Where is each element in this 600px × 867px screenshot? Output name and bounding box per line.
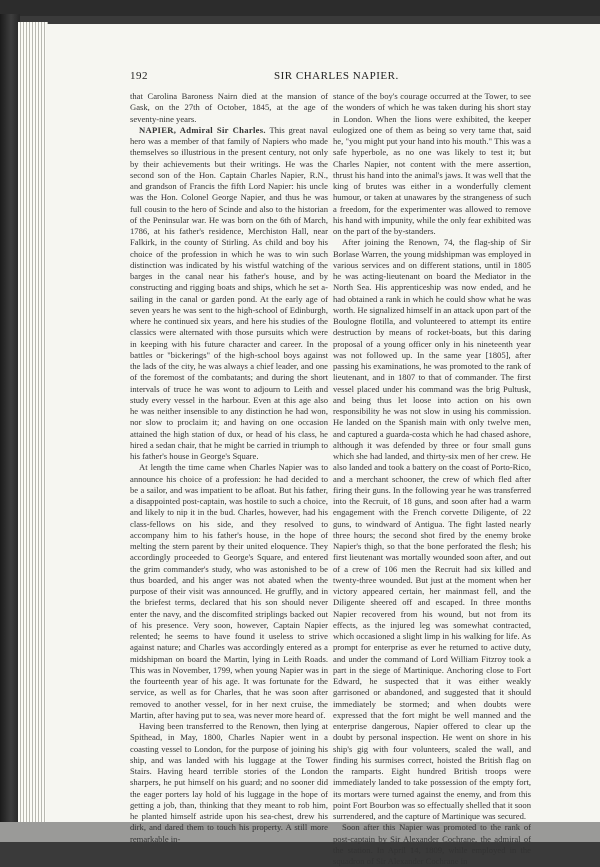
paragraph: Having been transferred to the Renown, then lying at Spithead, in May, 1800, Charles Napier went in a coasting vessel to London, for the purpose of joining his ship, and was landed with his luggage at the Tower Stairs. Having heard terrible stories of the London sharpers, he put himself on his guard; and no sooner did the eager porters lay hold of his luggage in the hope of getting a job, than, thinking that they meant to rob him, he planted himself astride upon his sea-chest, drew his dirk, and dared them to touch his property. A still more remarkable in-	[130, 721, 328, 844]
page-edges	[18, 22, 48, 822]
entry-name: NAPIER, Admiral Sir Charles.	[139, 124, 266, 135]
paragraph: Soon after this Napier was promoted to the rank of post-captain by Sir Alexander Cochrane, the admiral of the station. In April 14, 1809, while employed in the squadron of Sir Alexander Cochrane in	[333, 822, 531, 866]
paragraph: At length the time came when Charles Napier was to announce his choice of a profession: he had decided to be a sailor, and was impatient to be afloat. But his father, a disappointed post-captain, was hostile to such a choice, and likely to nip it in the bud. Charles, however, had his class-fellows on his side, and they resolved to accompany him to his father's house, in the hope of melting the stern parent by their united eloquence. They accordingly proceeded to George's Square, and entered the grim commander's study, who was astonished to be thus boarded, and his anger was not abated when the purpose of their visit was announced. He gruffly, and in the briefest terms, declared that his son should never enter the navy, and the discomfited striplings backed out of his presence. Very soon, however, Captain Napier relented; he seems to have found it useless to strive against nature; and Charles was accordingly entered as a midshipman on board the Martin, lying in Leith Roads. This was in November, 1799, when young Napier was in the fourteenth year of his age. It was fortunate for the service, as well as for Charles, that he was soon after removed to another vessel, for in her next cruise, the Martin, after having put to sea, was never more heard of.	[130, 462, 328, 720]
paragraph: that Carolina Baroness Nairn died at the mansion of Gask, on the 27th of October, 1845, at the age of seventy-nine years.	[130, 91, 328, 124]
paragraph: After joining the Renown, 74, the flag-ship of Sir Borlase Warren, the young midshipman was employed in various services and on different stations, until in 1805 he was acting-lieutenant on board the Mediator in the North Sea. His apprenticeship was now ended, and he had obtained a rank in which he could show what he was worth. He signalized himself in an attack upon part of the Boulogne flotilla, and volunteered to attempt its entire destruction by means of rocket-boats, but this daring proposal of a young officer only in his nineteenth year was not followed up. In the same year [1805], after passing his examinations, he was promoted to the rank of lieutenant, and in 1807 to that of commander. The first vessel placed under his command was the brig Pultusk, and being thus let loose into action on his own responsibility he was not slow in using his commission. He landed on the Spanish main with only twelve men, and captured a guarda-costa which he had chased ashore, although it was defended by three or four small guns which she had landed, and thirty-six men of her crew. He also landed and took a battery on the coast of Porto-Rico, and a merchant schooner, the crew of which fled after firing their guns. In the following year he was transferred into the Recruit, of 18 guns, and soon after had a warm engagement with the French corvette Diligente, of 22 guns, to windward of Antigua. The fight lasted nearly three hours; the second shot fired by the enemy broke Napier's thigh, so that the bone perforated the flesh; his first lieutenant was mortally wounded soon after, and out of a crew of 106 men the Recruit had six killed and twenty-three wounded. But just at the moment when her victory appeared certain, her mainmast fell, and the Diligente sheered off and escaped. In three months Napier recovered from his wound, but not from its effects, as the injured leg was somewhat contracted, which occasioned a slight limp in his walking for life. As prompt for enterprise as ever he returned to active duty, and under the command of Lord William Fitzroy took a part in the siege of Martinique. Anchoring close to Fort Edward, he suspected that it was either weakly garrisoned or abandoned, and suggested that it should immediately be stormed; and when doubts were expressed that the fort might be well manned and the enterprise dangerous, Napier offered to clear up the doubt by personal inspection. He went on shore in his ship's gig with four volunteers, scaled the wall, and finding his surmises correct, hoisted the British flag on the ramparts. Eight hundred British troops were immediately landed to take possession of the empty fort, its mortars were turned against the enemy, and from this point Fort Bourbon was so effectually shelled that it soon surrendered, and the capture of Martinique was secured.	[333, 237, 531, 821]
scan-top-shadow	[0, 0, 600, 16]
paragraph: This great naval hero was a member of that family of Napiers who made themselves so illustrious in the present century, not only by their achievements but their writings. He was the second son of the Hon. Captain Charles Napier, R.N., and grandson of Francis the fifth Lord Napier: his uncle was the Hon. Colonel George Napier, and thus he was full cousin to the hero of Scinde and also to the historian of the Peninsular war. He was born on the 6th of March, 1786, at his father's residence, Merchiston Hall, near Falkirk, in the county of Stirling. As child and boy his choice of the profession in which he was to win such distinction was indicated by his wistful watching of the barges in the canal near his father's house, and by constructing and rigging boats and ships, which he set a-sailing in the canal or garden pond. At the early age of seven years he was sent to the high-school of Edinburgh, where he continued six years, and here his studies of the classics were alternated with those pursuits which were in keeping with his future character and career. In the battles or "bickerings" of the high-school boys against the lads of the city, he was always a chief leader, and one of the foremost of the combatants; and during the short intervals of truce he was wont to adjourn to Leith and study every vessel in the harbour. Even at this age also he was neither insensible to any distinction he had won, nor slow to proclaim it; and having on one occasion attained the high station of dux, or head of his class, he hired a sedan chair, that he might be carried in triumph to his father's house in George's Square.	[130, 124, 328, 461]
entry-paragraph	[130, 125, 328, 463]
page-number: 192	[130, 70, 148, 82]
right-column	[333, 91, 531, 867]
paragraph: stance of the boy's courage occurred at the Tower, to see the wonders of which he was taken during his short stay in London. When the lions were exhibited, the keeper eulogized one of them as being so very tame that, said he, "you might put your hand into his mouth." This was a safe hyperbole, as no one was likely to test it; but Charles Napier, not content with the mere assertion, thrust his hand into the animal's jaws. It was well that the king of brutes was either in a wonderfully clement humour, or taken at unawares by the strangeness of such a freedom, for the experimenter was allowed to remove his hand with impunity, while the only fear exhibited was on the part of the by-standers.	[333, 91, 531, 236]
book-binding	[0, 14, 20, 824]
running-title: SIR CHARLES NAPIER.	[274, 70, 399, 82]
left-column	[130, 91, 328, 845]
